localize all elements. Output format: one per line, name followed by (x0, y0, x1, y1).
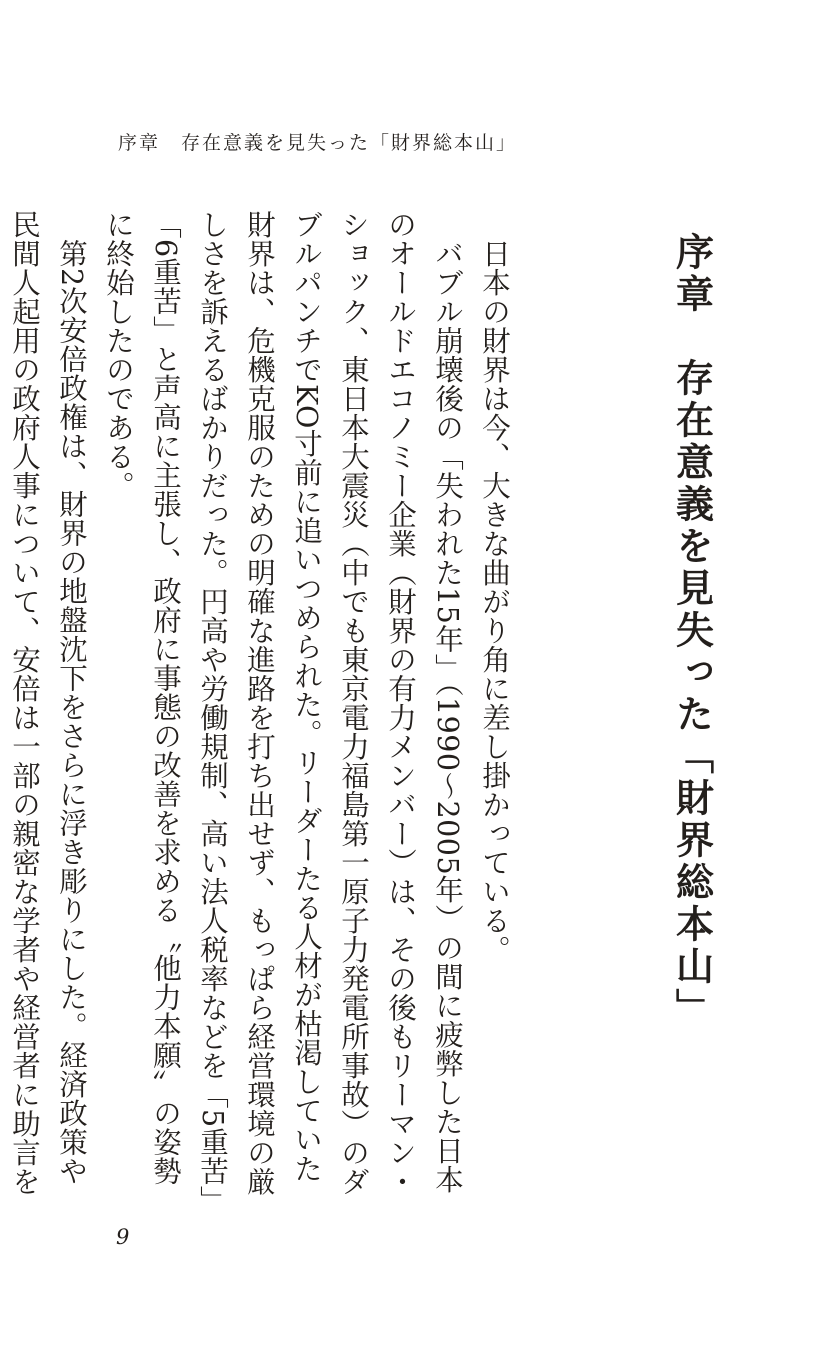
running-head: 序章 存在意義を見失った「財界総本山」 (118, 132, 518, 154)
paragraph-3: 第2次安倍政権は、財界の地盤沈下をさらに浮き彫りにした。経済政策や民間人起用の政府人事について、安倍は一部の親密な学者や経営者に助言を (8, 210, 88, 1196)
body-text (8, 210, 518, 1210)
chapter-title: 序章 存在意義を見失った「財界総本山」 (669, 232, 715, 1030)
paragraph-1: 日本の財界は今、大きな曲がり角に差し掛かっている。 (478, 238, 511, 964)
paragraph-2: バブル崩壊後の「失われた15年」（1990～2005年）の間に疲弊した日本のオールドエコノミー企業（財界の有力メンバー）は、その後もリーマン・ショック、東日本大震災（中でも東京電力福島第一原子力発電所事故）のダブルパンチでKO寸前に追いつめられた。リーダーたる人材が枯渇していた財界は、危機克服のための明確な進路を打ち出せず、もっぱら経営環境の厳しさを訴えるばかりだった。円高や労働規制、高い法人税率などを「5重苦」「6重苦」と声高に主張し、政府に事態の改善を求める〝他力本願〟の姿勢に終始したのである。 (102, 210, 464, 1201)
page-number: 9 (116, 1225, 130, 1249)
